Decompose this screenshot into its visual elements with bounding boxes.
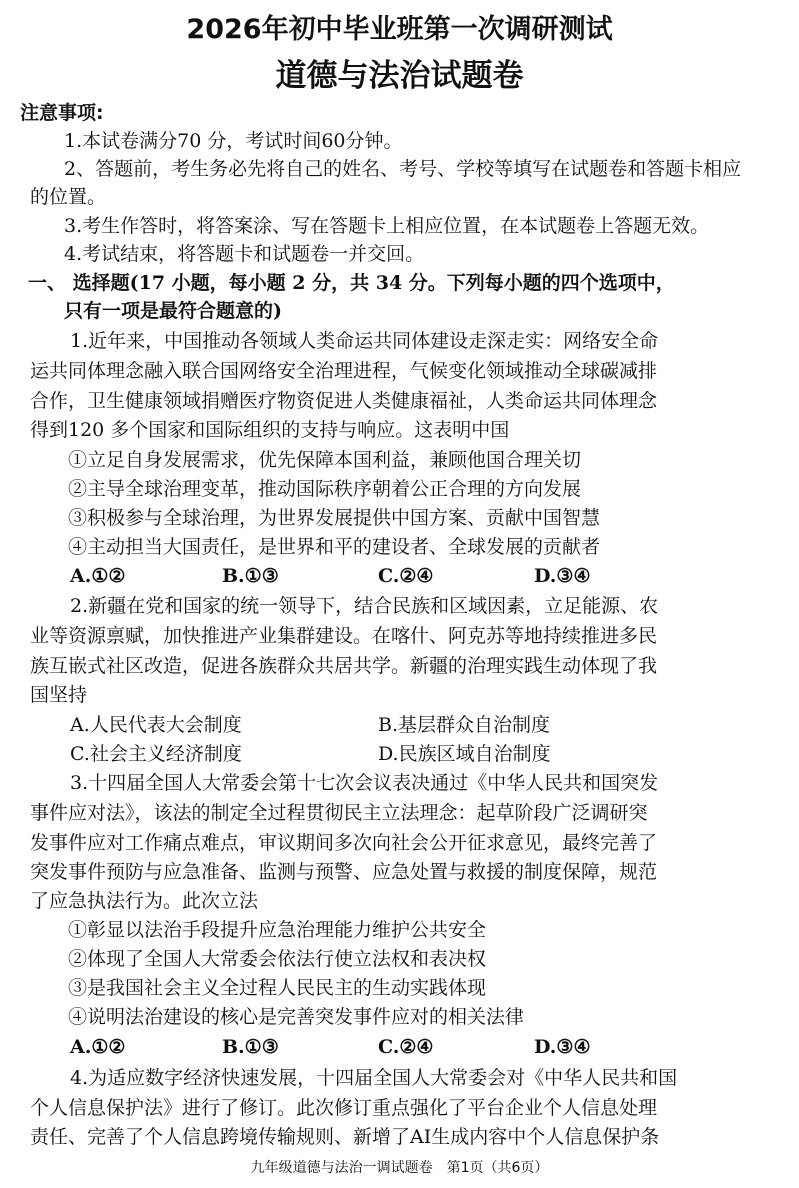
statement: ①彰显以法治手段提升应急治理能力维护公共安全 (68, 919, 487, 941)
statement: ③是我国社会主义全过程人民民主的生动实践体现 (68, 977, 487, 999)
statement: ②体现了全国人大常委会依法行使立法权和表决权 (68, 948, 487, 970)
section-heading: 一、 选择题(17 小题，每小题 2 分，共 34 分。下列每小题的四个选项中， (28, 272, 675, 294)
statement: ④主动担当大国责任，是世界和平的建设者、全球发展的贡献者 (68, 536, 601, 558)
question-stem-line: 责任、完善了个人信息跨境传输规则、新增了AI生成内容中个人信息保护条 (30, 1126, 660, 1148)
question-stem-line: 族互嵌式社区改造，促进各族群众共居共学。新疆的治理实践生动体现了我 (30, 655, 658, 677)
section-instruction: 只有一项是最符合题意的) (64, 300, 282, 322)
question-stem-line: 发事件应对工作痛点难点，审议期间多次向社会公开征求意见，最终完善了 (30, 832, 658, 854)
exam-title: 2026年初中毕业班第一次调研测试 (186, 14, 613, 45)
option-d: D.民族区域自治制度 (378, 743, 551, 765)
question-stem-line: 国坚持 (30, 684, 88, 706)
option-a: A.①② (70, 565, 126, 587)
notice-item: 3.考生作答时，将答案涂、写在答题卡上相应位置，在本试题卷上答题无效。 (64, 215, 710, 237)
statement: ①立足自身发展需求，优先保障本国利益，兼顾他国合理关切 (68, 449, 582, 471)
question-stem-line: 事件应对法》，该法的制定全过程贯彻民主立法理念：起草阶段广泛调研突 (30, 802, 648, 824)
question-stem-line: 2.新疆在党和国家的统一领导下，结合民族和区域因素，立足能源、农 (70, 595, 659, 617)
question-stem-line: 3.十四届全国人大常委会第十七次会议表决通过《中华人民共和国突发 (70, 772, 659, 794)
option-d: D.③④ (534, 565, 591, 587)
notice-item: 4.考试结束，将答题卡和试题卷一并交回。 (64, 243, 425, 265)
option-a: A.①② (70, 1036, 126, 1058)
question-stem-line: 4.为适应数字经济快速发展，十四届全国人大常委会对《中华人民共和国 (70, 1067, 678, 1089)
notice-heading: 注意事项: (20, 102, 104, 124)
question-stem-line: 1.近年来，中国推动各领域人类命运共同体建设走深走实：网络安全命 (70, 330, 659, 352)
option-b: B.①③ (222, 1036, 279, 1058)
statement: ④说明法治建设的核心是完善突发事件应对的相关法律 (68, 1006, 525, 1028)
question-stem-line: 得到120 多个国家和国际组织的支持与响应。这表明中国 (30, 419, 510, 441)
question-stem-line: 个人信息保护法》进行了修订。此次修订重点强化了平台企业个人信息处理 (30, 1097, 658, 1119)
option-a: A.人民代表大会制度 (70, 714, 242, 736)
question-stem-line: 合作，卫生健康领域捐赠医疗物资促进人类健康福祉，人类命运共同体理念 (30, 390, 658, 412)
statement: ③积极参与全球治理，为世界发展提供中国方案、贡献中国智慧 (68, 507, 601, 529)
question-stem-line: 了应急执法行为。此次立法 (30, 890, 259, 912)
question-stem-line: 突发事件预防与应急准备、监测与预警、应急处置与救援的制度保障，规范 (30, 861, 658, 883)
page-footer: 九年级道德与法治一调试题卷 第1页（共6页） (250, 1160, 549, 1176)
notice-item: 1.本试卷满分70 分，考试时间60分钟。 (64, 130, 403, 152)
option-b: B.①③ (222, 565, 279, 587)
question-stem-line: 业等资源禀赋，加快推进产业集群建设。在喀什、阿克苏等地持续推进多民 (30, 625, 658, 647)
exam-subtitle: 道德与法治试题卷 (275, 58, 524, 94)
notice-item: 2、答题前，考生务必先将自己的姓名、考号、学校等填写在试题卷和答题卡相应 (64, 158, 742, 180)
option-c: C.社会主义经济制度 (70, 743, 242, 765)
statement: ②主导全球治理变革，推动国际秩序朝着公正合理的方向发展 (68, 478, 582, 500)
notice-item: 的位置。 (30, 186, 107, 208)
question-stem-line: 运共同体理念融入联合国网络安全治理进程，气候变化领域推动全球碳减排 (30, 360, 658, 382)
option-c: C.②④ (378, 565, 434, 587)
option-d: D.③④ (534, 1036, 591, 1058)
option-b: B.基层群众自治制度 (378, 714, 551, 736)
option-c: C.②④ (378, 1036, 434, 1058)
